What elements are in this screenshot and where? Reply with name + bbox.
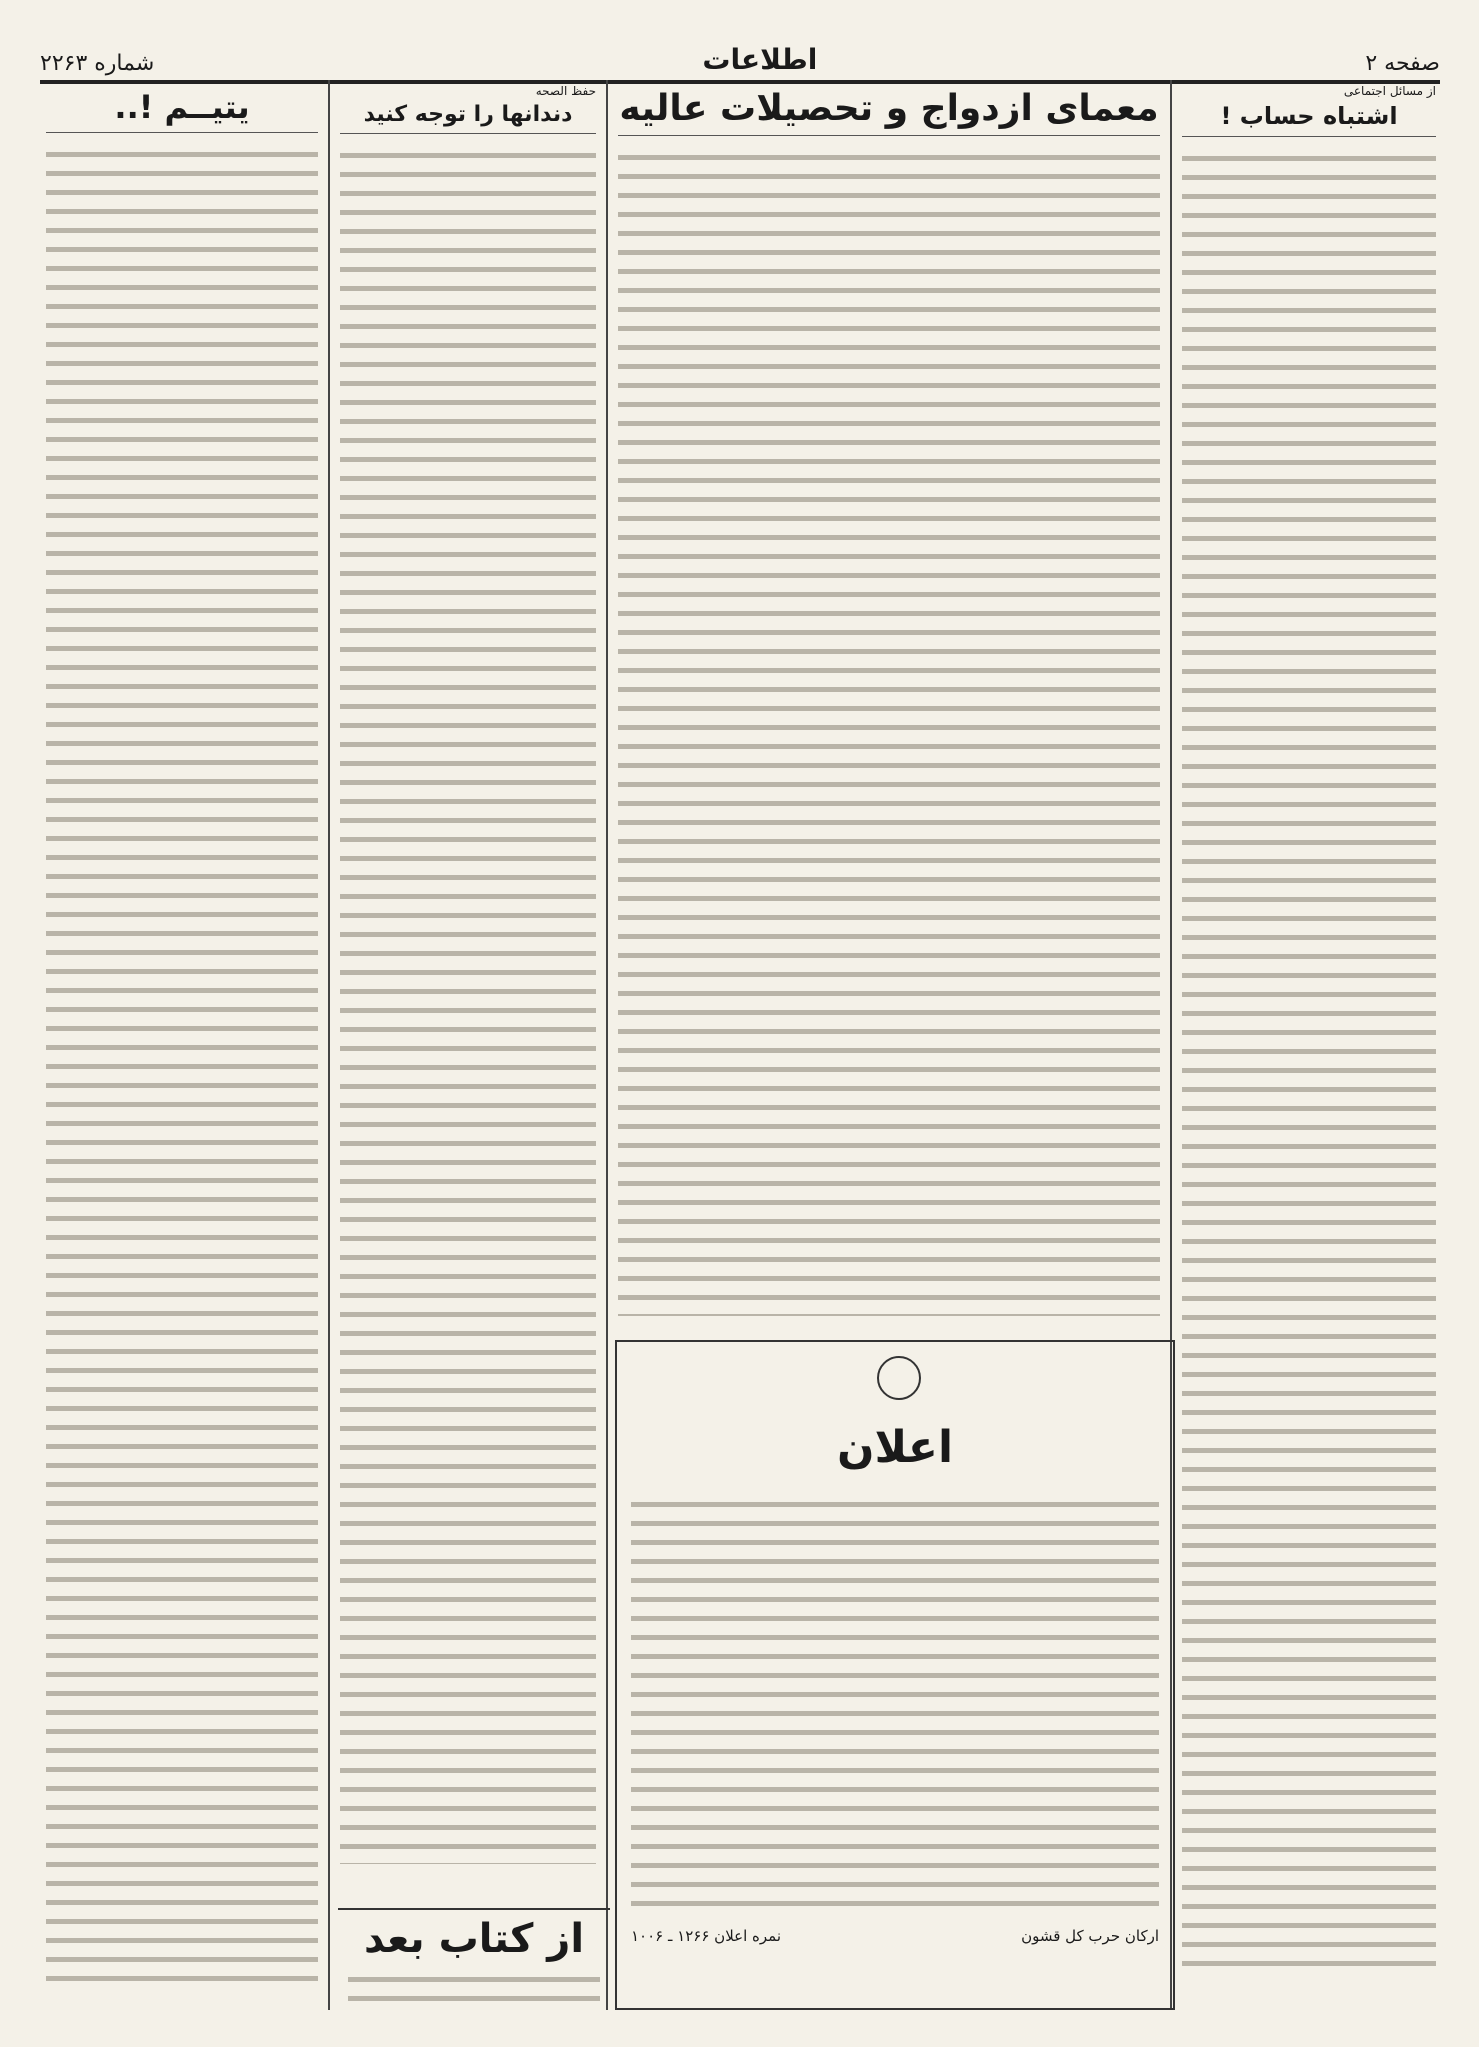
book-body <box>348 1968 600 2004</box>
emblem-icon <box>877 1356 921 1400</box>
official-notice <box>615 1340 1175 2010</box>
column-marriage <box>612 84 1166 1324</box>
section-tag: حفظ الصحه <box>535 84 596 98</box>
column-divider <box>328 80 330 2010</box>
issue-number: شماره ۲۲۶۳ <box>40 51 155 76</box>
book-title: از کتاب بعد <box>363 1916 585 1962</box>
column-social <box>1176 84 1442 2004</box>
section-tag: از مسائل اجتماعی <box>1343 84 1436 98</box>
column-title: معمای ازدواج و تحصیلات عالیه <box>618 88 1160 136</box>
notice-footer-left: نمره اعلان ۱۲۶۶ ـ ۱۰۰۶ <box>631 1927 782 1945</box>
article-body <box>618 146 1160 1316</box>
page-number: صفحه ۲ <box>1365 51 1440 76</box>
notice-body <box>631 1493 1159 1913</box>
notice-footer-right: ارکان حرب کل قشون <box>1021 1927 1159 1945</box>
column-divider <box>606 80 608 2010</box>
book-announcement <box>338 1908 610 2010</box>
article-body <box>46 143 318 1983</box>
notice-footer <box>631 1927 1159 1945</box>
paper-name: اطلاعات <box>702 43 818 76</box>
column-health <box>334 84 602 1894</box>
column-title: یتیــم !.. <box>46 88 318 133</box>
column-title: دندانها را توجه کنید <box>340 102 596 134</box>
article-body <box>340 144 596 1864</box>
article-body <box>1182 147 1436 1977</box>
masthead <box>40 28 1440 84</box>
column-title: اشتباه حساب ! <box>1182 102 1436 137</box>
column-orphan <box>40 84 324 2004</box>
notice-title: اعلان <box>836 1422 954 1473</box>
